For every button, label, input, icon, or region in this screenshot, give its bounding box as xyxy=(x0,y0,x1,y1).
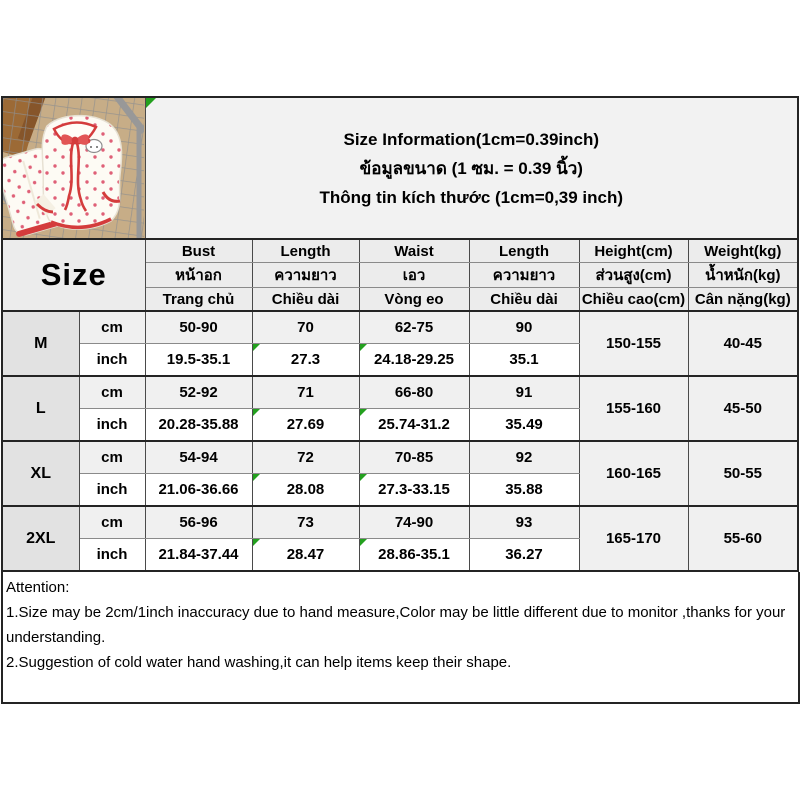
cell-waist: 66-80 xyxy=(359,376,469,409)
title-en: Size Information(1cm=0.39inch) xyxy=(343,129,600,149)
size-label-l: L xyxy=(2,376,79,441)
cell-weight: 45-50 xyxy=(688,376,798,441)
attention-heading: Attention: xyxy=(6,579,70,596)
title-cell xyxy=(145,97,798,239)
cell-waist: 74-90 xyxy=(359,506,469,539)
col-header-length-th: ความยาว xyxy=(252,263,359,288)
row-l-cm xyxy=(2,376,798,409)
cell-length xyxy=(252,474,359,507)
unit-inch: inch xyxy=(79,344,145,377)
cell-length2: 36.27 xyxy=(469,539,579,572)
comment-triangle-icon xyxy=(360,539,367,546)
cell-length-value: 27.3 xyxy=(290,351,321,368)
cell-height: 150-155 xyxy=(579,311,688,376)
size-table xyxy=(1,96,799,572)
cell-waist xyxy=(359,474,469,507)
cell-waist xyxy=(359,409,469,442)
comment-triangle-icon xyxy=(146,98,156,108)
unit-cm: cm xyxy=(79,376,145,409)
col-header-bust-vi: Trang chủ xyxy=(145,288,252,312)
cell-length: 71 xyxy=(252,376,359,409)
cell-length: 73 xyxy=(252,506,359,539)
comment-triangle-icon xyxy=(253,344,260,351)
cell-bust: 52-92 xyxy=(145,376,252,409)
unit-inch: inch xyxy=(79,409,145,442)
col-header-height-vi: Chiều cao(cm) xyxy=(579,288,688,312)
col-header-height-en: Height(cm) xyxy=(579,239,688,263)
row-xl-cm xyxy=(2,441,798,474)
cell-length2: 90 xyxy=(469,311,579,344)
cell-height: 160-165 xyxy=(579,441,688,506)
cell-waist-value: 28.86-35.1 xyxy=(378,546,450,563)
cell-length-value: 27.69 xyxy=(286,416,325,433)
col-header-height-th: ส่วนสูง(cm) xyxy=(579,263,688,288)
cell-bust: 50-90 xyxy=(145,311,252,344)
cell-bust: 19.5-35.1 xyxy=(145,344,252,377)
cell-bust: 56-96 xyxy=(145,506,252,539)
cell-waist-value: 27.3-33.15 xyxy=(378,481,450,498)
cell-length xyxy=(252,539,359,572)
header-row-en xyxy=(2,239,798,263)
cell-length-value: 28.47 xyxy=(286,546,325,563)
comment-triangle-icon xyxy=(253,409,260,416)
cell-weight: 40-45 xyxy=(688,311,798,376)
cell-height: 155-160 xyxy=(579,376,688,441)
col-header-length2-vi: Chiều dài xyxy=(469,288,579,312)
cell-waist: 62-75 xyxy=(359,311,469,344)
cell-length xyxy=(252,344,359,377)
cell-waist: 70-85 xyxy=(359,441,469,474)
cell-length xyxy=(252,409,359,442)
cell-bust: 20.28-35.88 xyxy=(145,409,252,442)
attention-line-1: 1.Size may be 2cm/1inch inaccuracy due to hand measure,Color may be little different due to monitor ,thanks for your understanding. xyxy=(6,604,786,646)
size-label-m: M xyxy=(2,311,79,376)
size-label-2xl: 2XL xyxy=(2,506,79,571)
pajama-photo-illustration xyxy=(3,98,144,238)
row-2xl-cm xyxy=(2,506,798,539)
cell-bust: 21.06-36.66 xyxy=(145,474,252,507)
cell-waist xyxy=(359,344,469,377)
unit-inch: inch xyxy=(79,539,145,572)
attention-box xyxy=(1,572,800,704)
cell-weight: 50-55 xyxy=(688,441,798,506)
cell-bust: 54-94 xyxy=(145,441,252,474)
col-header-weight-en: Weight(kg) xyxy=(688,239,798,263)
col-header-waist-vi: Vòng eo xyxy=(359,288,469,312)
product-photo xyxy=(2,97,145,239)
cell-length2: 91 xyxy=(469,376,579,409)
cell-waist-value: 24.18-29.25 xyxy=(373,351,455,368)
cell-length: 70 xyxy=(252,311,359,344)
cell-length2: 93 xyxy=(469,506,579,539)
cell-length2: 35.49 xyxy=(469,409,579,442)
cell-weight: 55-60 xyxy=(688,506,798,571)
comment-triangle-icon xyxy=(360,474,367,481)
col-header-length-en: Length xyxy=(252,239,359,263)
col-header-waist-en: Waist xyxy=(359,239,469,263)
size-chart-content xyxy=(1,96,798,704)
unit-cm: cm xyxy=(79,506,145,539)
unit-inch: inch xyxy=(79,474,145,507)
title-th: ข้อมูลขนาด (1 ซม. = 0.39 นิ้ว) xyxy=(359,158,583,178)
cell-waist-value: 25.74-31.2 xyxy=(378,416,450,433)
comment-triangle-icon xyxy=(360,409,367,416)
col-header-weight-vi: Cân nặng(kg) xyxy=(688,288,798,312)
unit-cm: cm xyxy=(79,311,145,344)
row-m-cm xyxy=(2,311,798,344)
cell-length-value: 28.08 xyxy=(286,481,325,498)
col-header-weight-th: น้ำหนัก(kg) xyxy=(688,263,798,288)
size-header: Size xyxy=(2,239,145,311)
cell-length: 72 xyxy=(252,441,359,474)
col-header-bust-en: Bust xyxy=(145,239,252,263)
cell-bust: 21.84-37.44 xyxy=(145,539,252,572)
comment-triangle-icon xyxy=(360,344,367,351)
col-header-length-vi: Chiều dài xyxy=(252,288,359,312)
title-vi: Thông tin kích thước (1cm=0,39 inch) xyxy=(319,187,624,207)
comment-triangle-icon xyxy=(253,474,260,481)
cell-height: 165-170 xyxy=(579,506,688,571)
col-header-length2-en: Length xyxy=(469,239,579,263)
cell-length2: 92 xyxy=(469,441,579,474)
col-header-bust-th: หน้าอก xyxy=(145,263,252,288)
attention-line-2: 2.Suggestion of cold water hand washing,it can help items keep their shape. xyxy=(6,654,512,671)
unit-cm: cm xyxy=(79,441,145,474)
comment-triangle-icon xyxy=(253,539,260,546)
col-header-length2-th: ความยาว xyxy=(469,263,579,288)
cell-length2: 35.88 xyxy=(469,474,579,507)
title-row xyxy=(2,97,798,239)
size-label-xl: XL xyxy=(2,441,79,506)
cell-waist xyxy=(359,539,469,572)
cell-length2: 35.1 xyxy=(469,344,579,377)
col-header-waist-th: เอว xyxy=(359,263,469,288)
pajama-top xyxy=(37,116,122,230)
